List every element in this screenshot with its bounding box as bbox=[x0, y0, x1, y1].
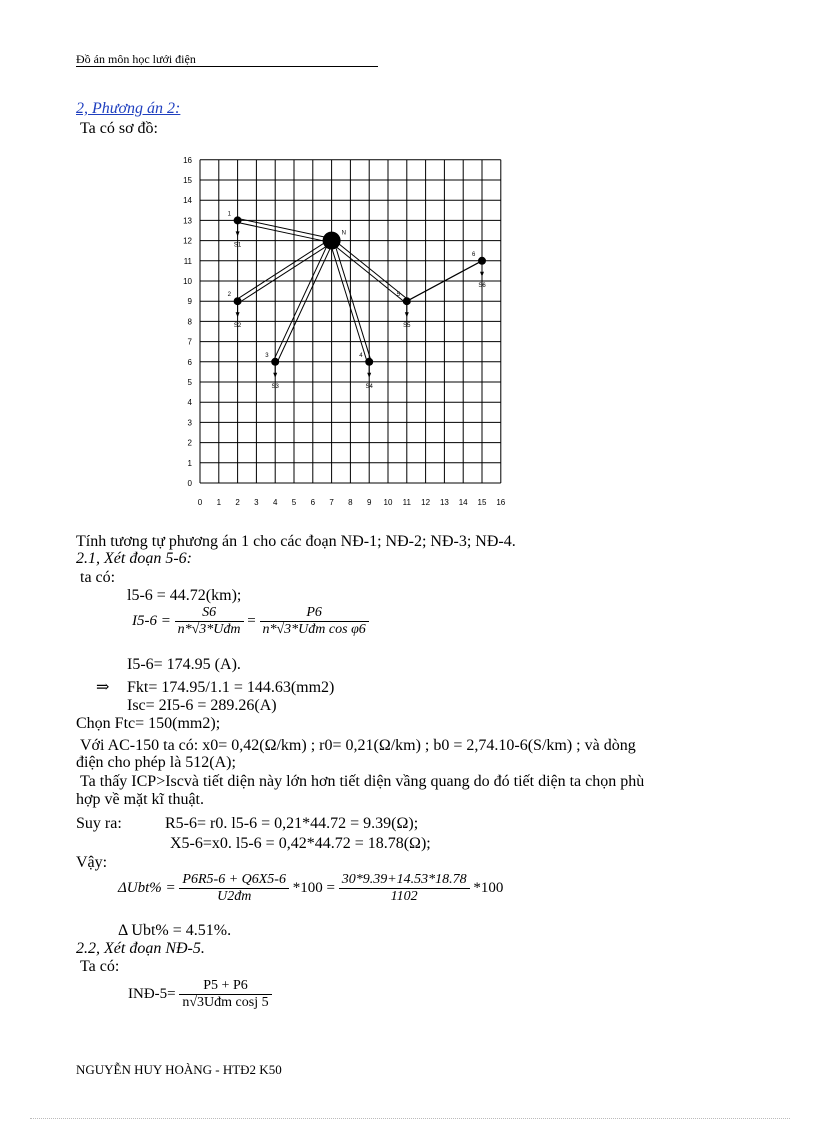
x-tick-label: 5 bbox=[291, 498, 297, 507]
Fkt-line: Fkt= 174.95/1.1 = 144.63(mm2) bbox=[127, 679, 335, 696]
tathay-line: Ta thấy ICP>Iscvà tiết diện này lớn hơn tiết diện vầng quang do đó tiết diện ta chọn phù bbox=[80, 773, 645, 790]
line-N-1 bbox=[238, 218, 332, 238]
R56-line: R5-6= r0. l5-6 = 0,21*44.72 = 9.39(Ω); bbox=[165, 815, 419, 832]
x-tick-label: 8 bbox=[348, 498, 353, 507]
y-tick-label: 1 bbox=[187, 458, 192, 468]
y-axis-ticks bbox=[183, 156, 192, 488]
load-label-3: S3 bbox=[271, 383, 279, 390]
I56-frac2-num: P6 bbox=[260, 605, 369, 622]
I56-frac1-num: S6 bbox=[175, 605, 244, 622]
similar-text: Tính tương tự phương án 1 cho các đoạn NĐ-1; NĐ-2; NĐ-3; NĐ-4. bbox=[76, 533, 516, 550]
y-tick-label: 12 bbox=[183, 236, 192, 246]
dU-frac1-num: P6R5-6 + Q6X5-6 bbox=[179, 872, 289, 889]
y-tick-label: 10 bbox=[183, 277, 192, 286]
taco-text-1: ta có: bbox=[80, 569, 116, 586]
x-tick-label: 7 bbox=[329, 498, 334, 507]
dU-value: Δ Ubt% = 4.51%. bbox=[118, 922, 232, 939]
source-label: N bbox=[341, 230, 346, 237]
I56-frac1-den: n*√3*Uđm bbox=[177, 622, 241, 637]
load-arrowhead-2 bbox=[236, 312, 240, 317]
load-label-4: S4 bbox=[365, 383, 373, 390]
load-arrowhead-6 bbox=[480, 272, 484, 277]
dU-frac2-num: 30*9.39+14.53*18.78 bbox=[339, 872, 470, 889]
load-label-6: S6 bbox=[478, 282, 486, 289]
diagram-nodes bbox=[228, 211, 487, 389]
line-N-5 bbox=[330, 242, 405, 303]
dU-frac2-den: 1102 bbox=[390, 889, 418, 904]
Isc-line: Isc= 2I5-6 = 289.26(A) bbox=[127, 697, 277, 714]
I56-frac2-den: n*√3*Uđm cos φ6 bbox=[262, 622, 366, 637]
line-N-5 bbox=[333, 239, 408, 300]
load-arrowhead-1 bbox=[236, 231, 240, 236]
line-N-4 bbox=[334, 240, 372, 361]
subsection-2-2-title: 2.2, Xét đoạn NĐ-5. bbox=[76, 940, 205, 957]
voi-line: Với AC-150 ta có: x0= 0,42(Ω/km) ; r0= 0,21(Ω/km) ; b0 = 2,74.10-6(S/km) ; và dòng bbox=[80, 737, 636, 754]
x-tick-label: 10 bbox=[383, 498, 393, 507]
x-tick-label: 16 bbox=[496, 498, 506, 507]
x-axis-ticks bbox=[198, 498, 506, 507]
IND5-num: P5 + P6 bbox=[179, 978, 271, 995]
line-N-4 bbox=[330, 241, 368, 362]
l56-line: l5-6 = 44.72(km); bbox=[127, 587, 242, 604]
voi-line-2: điện cho phép là 512(A); bbox=[76, 754, 236, 771]
y-tick-label: 11 bbox=[183, 256, 192, 266]
y-tick-label: 3 bbox=[187, 418, 192, 428]
x-tick-label: 3 bbox=[254, 498, 259, 507]
source-node bbox=[323, 232, 341, 250]
y-tick-label: 7 bbox=[187, 337, 192, 347]
x-tick-label: 4 bbox=[272, 498, 278, 507]
y-tick-label: 6 bbox=[187, 357, 192, 367]
chon-line: Chọn Ftc= 150(mm2); bbox=[76, 715, 221, 732]
load-label-1: S1 bbox=[233, 242, 242, 249]
y-tick-label: 8 bbox=[187, 317, 192, 327]
y-tick-label: 2 bbox=[187, 438, 192, 448]
I56-value: I5-6= 174.95 (A). bbox=[127, 656, 241, 673]
x-tick-label: 2 bbox=[235, 498, 240, 507]
y-tick-label: 5 bbox=[187, 378, 192, 387]
section-title: 2, Phương án 2: bbox=[76, 100, 181, 117]
y-tick-label: 4 bbox=[187, 398, 192, 408]
x-tick-label: 13 bbox=[439, 498, 449, 507]
implies-arrow: ⇒ bbox=[96, 679, 110, 696]
y-tick-label: 9 bbox=[187, 297, 192, 307]
node-label-1: 1 bbox=[227, 211, 231, 218]
line-N-1 bbox=[237, 222, 331, 242]
IND5-formula bbox=[128, 978, 272, 1011]
y-tick-label: 0 bbox=[187, 479, 192, 488]
dU-mid: *100 = bbox=[292, 879, 335, 896]
load-arrowhead-3 bbox=[273, 373, 277, 378]
load-label-5: S5 bbox=[403, 323, 411, 330]
dU-tail: *100 bbox=[473, 879, 504, 896]
x-tick-label: 15 bbox=[477, 498, 487, 507]
dU-formula bbox=[118, 872, 503, 905]
network-diagram bbox=[176, 150, 516, 520]
node-label-2: 2 bbox=[227, 292, 231, 299]
diagram-lines bbox=[237, 218, 482, 362]
vay-label: Vậy: bbox=[76, 854, 108, 871]
dU-frac1-den: U2đm bbox=[217, 889, 252, 904]
page-divider bbox=[30, 1118, 790, 1119]
x-tick-label: 9 bbox=[366, 498, 372, 507]
dU-lhs: ΔUbt% = bbox=[118, 879, 176, 896]
page-header: Đồ án môn học lưới điện bbox=[76, 52, 378, 67]
subsection-2-1-title: 2.1, Xét đoạn 5-6: bbox=[76, 550, 192, 567]
load-arrowhead-5 bbox=[405, 312, 409, 317]
suyra-label: Suy ra: bbox=[76, 815, 122, 832]
diagram-grid bbox=[200, 160, 501, 483]
y-tick-label: 16 bbox=[183, 155, 192, 165]
x-tick-label: 1 bbox=[216, 498, 222, 507]
node-label-6: 6 bbox=[472, 251, 476, 258]
y-tick-label: 13 bbox=[183, 216, 192, 226]
I56-lhs: I5-6 = bbox=[132, 612, 171, 629]
x-tick-label: 6 bbox=[310, 498, 316, 507]
X56-line: X5-6=x0. l5-6 = 0,42*44.72 = 18.78(Ω); bbox=[170, 835, 431, 852]
tathay-line-2: hợp về mặt kĩ thuật. bbox=[76, 791, 204, 808]
node-label-4: 4 bbox=[359, 352, 363, 359]
I56-formula: I5-6 = $\frac{S6}{\text{n*√3*Uđm}}$ = $\frac{P6}{\text{n*√3*Uđm cos φ6}}$ bbox=[132, 605, 369, 638]
y-tick-label: 14 bbox=[183, 196, 192, 206]
node-label-3: 3 bbox=[265, 352, 269, 359]
taco-text-2: Ta có: bbox=[80, 958, 120, 975]
load-arrowhead-4 bbox=[367, 373, 371, 378]
intro-text: Ta có sơ đồ: bbox=[80, 120, 158, 137]
x-tick-label: 0 bbox=[197, 498, 203, 507]
y-tick-label: 15 bbox=[183, 176, 192, 185]
node-label-5: 5 bbox=[396, 292, 401, 299]
page-footer: NGUYỄN HUY HOÀNG - HTĐ2 K50 bbox=[76, 1062, 282, 1077]
IND5-lhs: INĐ-5= bbox=[128, 985, 176, 1002]
IND5-den: n√3Uđm cosj 5 bbox=[182, 995, 269, 1010]
x-tick-label: 14 bbox=[458, 498, 468, 507]
load-label-2: S2 bbox=[233, 323, 242, 330]
x-tick-label: 11 bbox=[402, 498, 411, 507]
x-tick-label: 12 bbox=[421, 498, 431, 507]
